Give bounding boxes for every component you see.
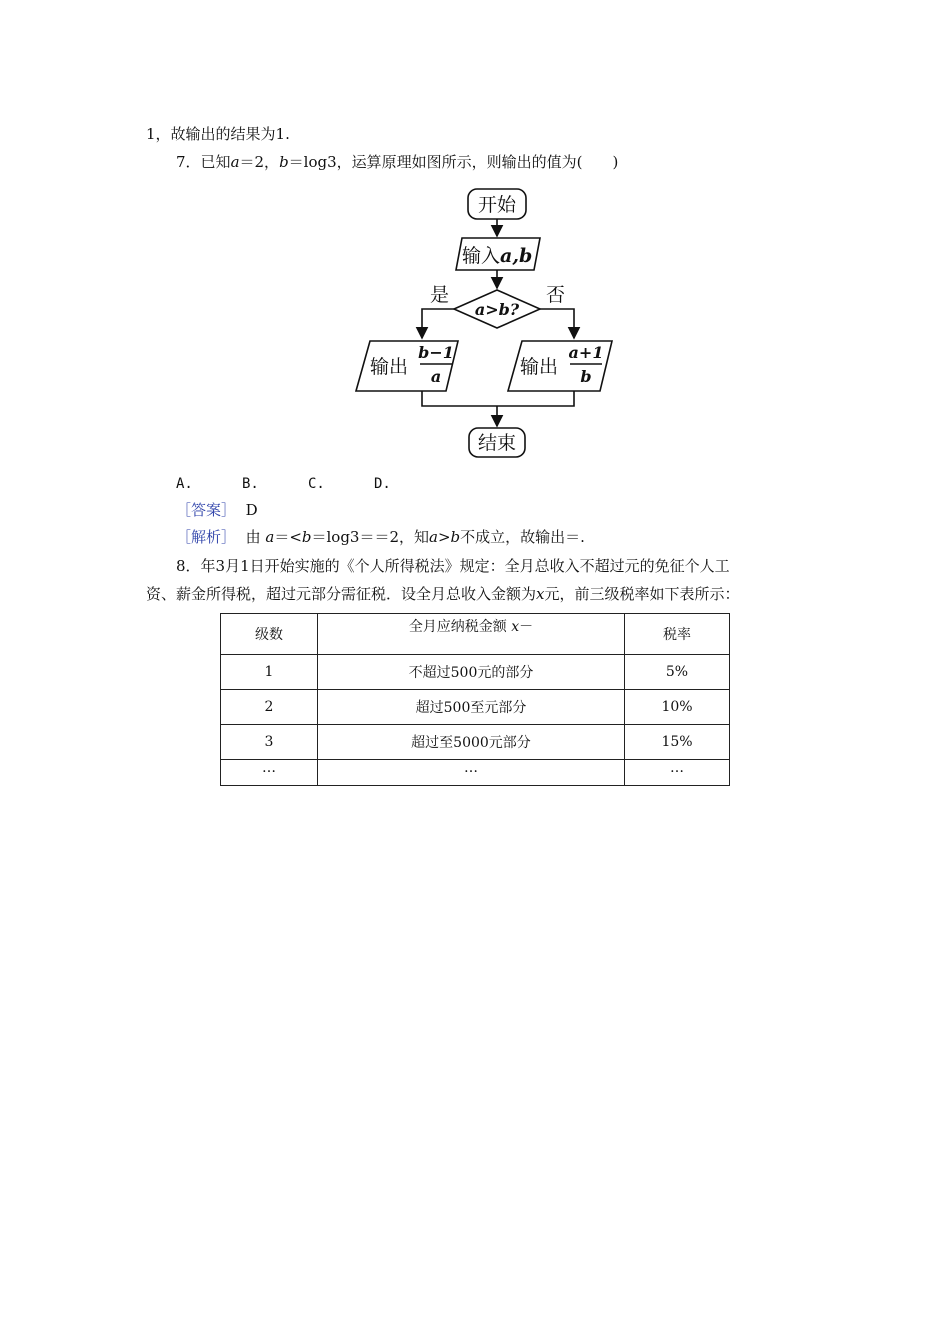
q8-line2-part1: 资、薪金所得税，超过元部分需征税．设全月总收入金额为: [146, 585, 537, 603]
answer-label: ［答案］: [176, 501, 237, 519]
flow-output-left-prefix: 输出: [370, 356, 409, 378]
row1-level: 1: [221, 655, 318, 690]
row2-rate: 10%: [625, 690, 730, 725]
header-level: 级数: [221, 614, 318, 655]
q7-var-b: b: [279, 153, 289, 171]
option-b: B.: [242, 476, 259, 492]
analysis-var-b: b: [301, 528, 312, 546]
flow-no-label: 否: [546, 284, 566, 306]
flow-decision-label: a>b?: [474, 300, 520, 319]
option-c: C.: [308, 476, 325, 492]
analysis-text-4: 不成立，故输出＝.: [460, 528, 585, 546]
q8-line2: [146, 584, 740, 604]
row2-level: 2: [221, 690, 318, 725]
q7-var-a: a: [230, 153, 240, 171]
q8-line2-part2: 元，前三级税率如下表所示：: [544, 585, 740, 603]
flow-output-left-numerator: b−1: [418, 343, 454, 362]
option-d: D.: [374, 476, 391, 492]
row4-amount: …: [318, 760, 625, 786]
flow-output-right-denominator: b: [580, 367, 592, 386]
q7-options: [176, 474, 440, 494]
row1-rate: 5%: [625, 655, 730, 690]
q7-stem-part1: 已知: [200, 153, 231, 171]
table-row: [221, 655, 730, 690]
flow-arrow-no: [540, 309, 574, 338]
table-row: [221, 725, 730, 760]
row1-amount: 不超过500元的部分: [318, 655, 625, 690]
flow-start-label: 开始: [477, 194, 517, 216]
q7-eq-b: ＝log3，运算原理如图所示，则输出的值为( ): [288, 153, 619, 171]
flow-yes-label: 是: [430, 284, 450, 306]
flow-input-label: 输入a,b: [462, 245, 533, 267]
tax-rate-table: [220, 613, 730, 786]
analysis-text-3: ＝log3＝＝2，知: [311, 528, 430, 546]
flow-end-label: 结束: [477, 432, 517, 454]
table-row: [221, 760, 730, 786]
option-a: A.: [176, 476, 193, 492]
q8-var-x: x: [536, 585, 545, 603]
analysis-text-1: 由: [245, 528, 261, 546]
flow-merge-line: [422, 391, 574, 406]
header-amount: 全月应纳税金额 x－: [318, 614, 625, 655]
row3-amount: 超过至5000元部分: [318, 725, 625, 760]
header-rate: 税率: [625, 614, 730, 655]
row4-level: …: [221, 760, 318, 786]
table-header-row: [221, 614, 730, 655]
q8-line1: 8．年3月1日开始实施的《个人所得税法》规定：全月总收入不超过元的免征个人工: [176, 557, 730, 575]
answer-value: D: [245, 501, 258, 519]
table-row: [221, 690, 730, 725]
q7-analysis: [176, 527, 585, 547]
analysis-text-2: ＝<: [274, 528, 302, 546]
row4-rate: …: [625, 760, 730, 786]
q7-answer: [176, 500, 258, 520]
q7-number: 7．: [176, 153, 201, 171]
analysis-var-a: a: [265, 528, 275, 546]
q7-stem: [176, 152, 618, 172]
row3-level: 3: [221, 725, 318, 760]
q7-eq-a: ＝2，: [239, 153, 280, 171]
row3-rate: 15%: [625, 725, 730, 760]
flowchart-diagram: [350, 186, 650, 466]
analysis-label: ［解析］: [176, 528, 237, 546]
analysis-condition: a>b: [429, 528, 461, 546]
flow-arrow-yes: [422, 309, 454, 338]
flow-output-right-numerator: a+1: [568, 343, 604, 362]
flow-output-left-denominator: a: [430, 367, 442, 386]
q6-tail-text: 1，故输出的结果为1.: [146, 125, 290, 143]
row2-amount: 超过500至元部分: [318, 690, 625, 725]
flow-output-right-prefix: 输出: [520, 356, 559, 378]
